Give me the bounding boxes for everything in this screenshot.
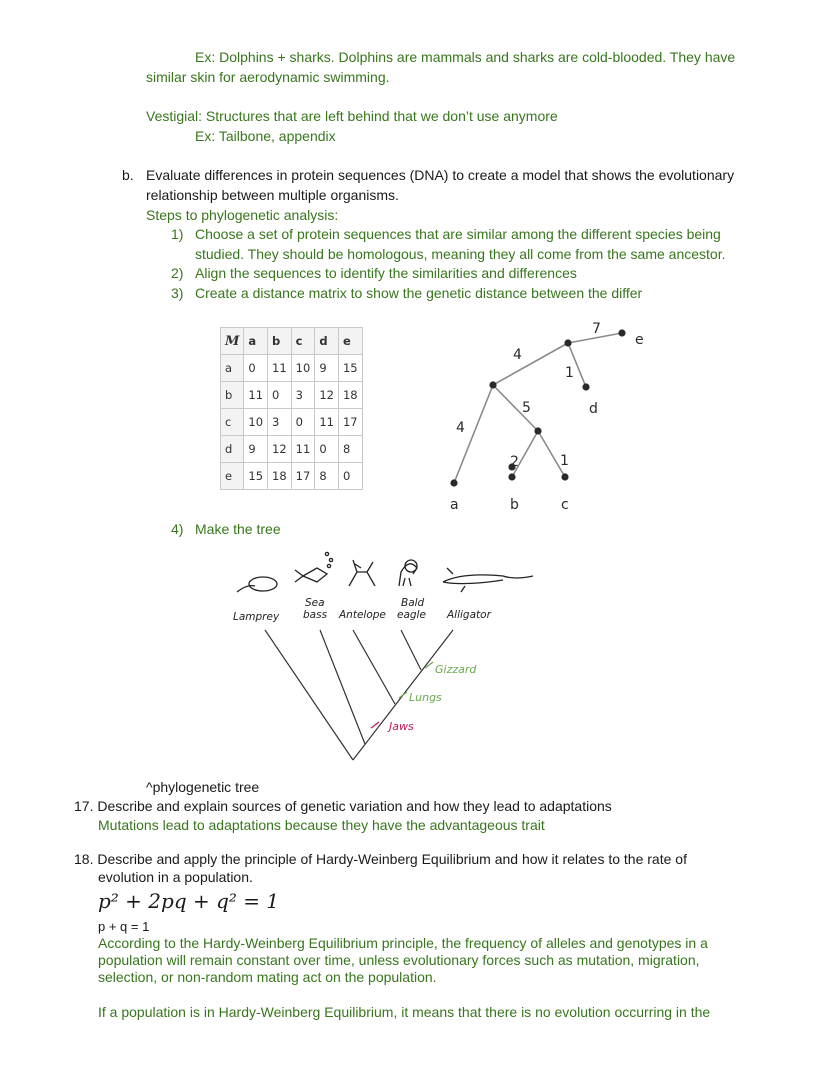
step-3-text: Create a distance matrix to show the genetic distance between the differ [195, 285, 643, 301]
matrix-header-cell: c [291, 328, 315, 355]
matrix-cell: 11 [268, 355, 292, 382]
vestigial-definition: Vestigial: Structures that are left behind that we don’t use anymore [146, 108, 558, 124]
trait-label-jaws: Jaws [389, 720, 414, 733]
matrix-cell: a [221, 355, 244, 382]
matrix-corner: M [221, 328, 244, 355]
item-b-line-1: Evaluate differences in protein sequences (DNA) to create a model that shows the evolutionary [146, 167, 735, 183]
organism-label-lamprey: Lamprey [233, 611, 280, 623]
tree-leaf-label: e [635, 332, 644, 348]
matrix-cell: e [221, 463, 244, 490]
item-b-line-2: relationship between multiple organisms. [146, 187, 399, 203]
matrix-cell: 8 [315, 463, 339, 490]
branch-length-label: 4 [513, 347, 522, 363]
organism-label-sea: Sea [305, 597, 325, 609]
matrix-header-cell: e [338, 328, 362, 355]
leaf-node [508, 473, 515, 480]
matrix-row [221, 355, 363, 382]
answer-18-line-1: According to the Hardy-Weinberg Equilibrium principle, the frequency of alleles and genotypes in a [98, 935, 708, 951]
branch-length-label: 4 [456, 420, 465, 436]
answer-18-line-2: population will remain constant over time, unless evolutionary forces such as mutation, migration, [98, 952, 700, 968]
matrix-cell: 15 [244, 463, 268, 490]
question-18-line-2: evolution in a population. [98, 869, 253, 885]
matrix-cell: 17 [338, 409, 362, 436]
matrix-cell: 18 [338, 382, 362, 409]
matrix-cell: 18 [268, 463, 292, 490]
matrix-cell: 17 [291, 463, 315, 490]
matrix-cell: 10 [244, 409, 268, 436]
matrix-cell: 8 [338, 436, 362, 463]
matrix-cell: 0 [338, 463, 362, 490]
matrix-cell: d [221, 436, 244, 463]
alligator-drawing [443, 568, 533, 592]
matrix-row [221, 409, 363, 436]
question-18-line-1: 18. Describe and apply the principle of Hardy-Weinberg Equilibrium and how it relates to the rate of [74, 851, 687, 867]
internal-node [489, 381, 496, 388]
tree-leaf-label: d [589, 401, 598, 417]
matrix-cell: 0 [291, 409, 315, 436]
trait-label-lungs: Lungs [409, 691, 442, 704]
bubble-icon [325, 552, 328, 555]
matrix-cell: 3 [291, 382, 315, 409]
example-line-2: similar skin for aerodynamic swimming. [146, 69, 390, 85]
matrix-row [221, 436, 363, 463]
sea-bass-drawing [295, 568, 327, 582]
cladogram [225, 548, 535, 770]
leaf-node [618, 329, 625, 336]
matrix-header-row [221, 328, 363, 355]
matrix-header-cell: a [244, 328, 268, 355]
matrix-header-cell: d [315, 328, 339, 355]
organism-label-bald: Bald [401, 597, 425, 609]
bubble-icon [329, 558, 332, 561]
matrix-header-cell: b [268, 328, 292, 355]
branch-length-label: 1 [565, 365, 574, 381]
matrix-cell: c [221, 409, 244, 436]
lungs-mark [399, 692, 407, 698]
clade-line-antelope [353, 630, 395, 704]
answer-17: Mutations lead to adaptations because they have the advantageous trait [98, 817, 545, 833]
matrix-cell: b [221, 382, 244, 409]
step-1-num: 1) [171, 226, 184, 242]
antelope-drawing [349, 560, 375, 586]
bubble-icon [327, 564, 330, 567]
question-17: 17. Describe and explain sources of genetic variation and how they lead to adaptations [74, 798, 612, 814]
branch-length-label: 1 [560, 453, 569, 469]
step-3-num: 3) [171, 285, 184, 301]
branch-length-label: 2 [510, 454, 519, 470]
hardy-weinberg-equation: p² + 2pq + q² = 1 [98, 889, 280, 913]
item-b-marker: b. [122, 167, 134, 183]
matrix-row [221, 463, 363, 490]
leaf-node [450, 479, 457, 486]
matrix-cell: 12 [268, 436, 292, 463]
matrix-cell: 10 [291, 355, 315, 382]
tree-leaf-label: a [450, 497, 459, 513]
trait-label-gizzard: Gizzard [435, 663, 477, 676]
example-line-1: Ex: Dolphins + sharks. Dolphins are mammals and sharks are cold-blooded. They have [195, 49, 736, 65]
internal-node [534, 427, 541, 434]
clade-line-sea-bass [320, 630, 365, 744]
organism-label-bass: bass [303, 609, 328, 621]
step-4-text: Make the tree [195, 521, 281, 537]
matrix-cell: 3 [268, 409, 292, 436]
matrix-cell: 11 [244, 382, 268, 409]
tree-leaf-label: c [561, 497, 569, 513]
matrix-cell: 12 [315, 382, 339, 409]
clade-line-eagle [401, 630, 421, 670]
leaf-node [582, 383, 589, 390]
answer-18-line-4: If a population is in Hardy-Weinberg Equilibrium, it means that there is no evolution occurring in the [98, 1004, 711, 1020]
step-2-text: Align the sequences to identify the similarities and differences [195, 265, 577, 281]
matrix-cell: 11 [291, 436, 315, 463]
matrix-cell: 0 [315, 436, 339, 463]
tree-leaf-label: b [510, 497, 519, 513]
step-1-line-2: studied. They should be homologous, meaning they all come from the same ancestor. [195, 246, 726, 262]
matrix-cell: 11 [315, 409, 339, 436]
distance-matrix-table [220, 327, 363, 490]
internal-node [564, 339, 571, 346]
step-4-num: 4) [171, 521, 184, 537]
matrix-row [221, 382, 363, 409]
vestigial-example: Ex: Tailbone, appendix [195, 128, 336, 144]
branch-length-label: 7 [592, 321, 601, 337]
matrix-cell: 9 [315, 355, 339, 382]
tree-caption: ^phylogenetic tree [146, 779, 260, 795]
leaf-node [561, 473, 568, 480]
matrix-cell: 9 [244, 436, 268, 463]
matrix-cell: 0 [244, 355, 268, 382]
lamprey-drawing [249, 577, 277, 591]
answer-18-line-3: selection, or non-random mating act on the population. [98, 969, 437, 985]
step-1-line-1: Choose a set of protein sequences that are similar among the different species being [195, 226, 721, 242]
branch-length-label: 5 [522, 400, 531, 416]
distance-tree [430, 315, 670, 520]
distance-matrix [220, 327, 363, 490]
allele-sum-equation: p + q = 1 [98, 919, 150, 934]
organism-label-antelope: Antelope [339, 609, 386, 621]
organism-label-eagle: eagle [397, 609, 426, 621]
steps-title: Steps to phylogenetic analysis: [146, 207, 339, 223]
matrix-cell: 15 [338, 355, 362, 382]
matrix-cell: 0 [268, 382, 292, 409]
organism-label-alligator: Alligator [447, 609, 491, 621]
eagle-drawing [399, 564, 417, 586]
clade-line-lamprey [265, 630, 353, 760]
step-2-num: 2) [171, 265, 184, 281]
